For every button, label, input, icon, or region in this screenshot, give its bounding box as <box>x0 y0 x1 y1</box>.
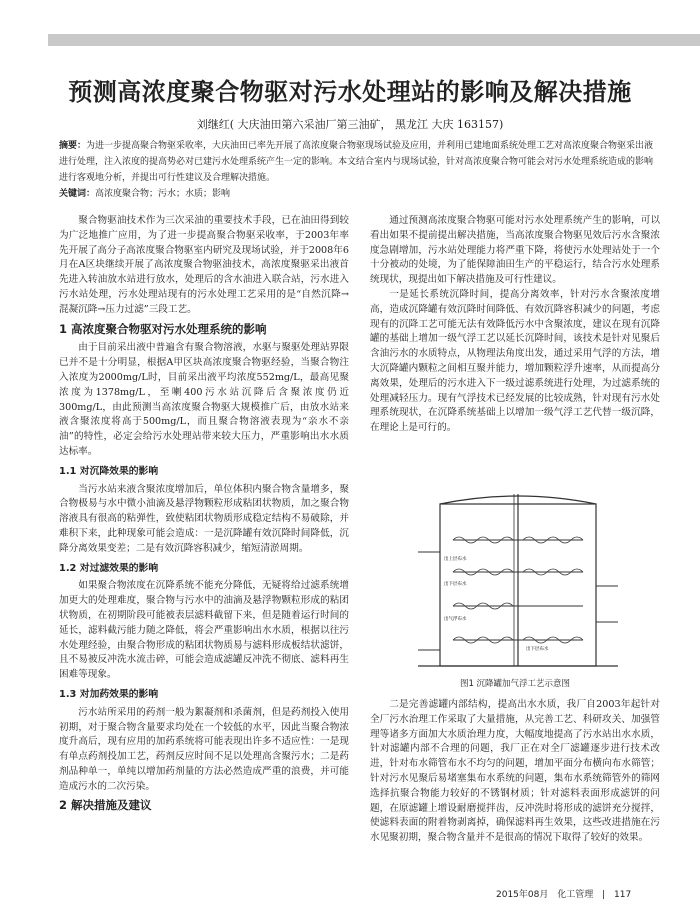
section-heading: 1 高浓度聚合物驱对污水处理系统的影响 <box>59 321 267 336</box>
subsection-heading: 1.1 对沉降效果的影响 <box>59 465 159 477</box>
left-column <box>59 214 349 818</box>
fig-label: 出上层布水 <box>444 557 467 562</box>
keywords-label: 关键词： <box>59 189 96 199</box>
paragraph: 污水站所采用的药剂一般为絮凝剂和杀菌剂，但是药剂投入使用初期，对于聚合物含量要求均处在一个较低的水平，因此当聚合物浓度升高后，现有应用的加药系统将可能表现出许多不适应性：一是现有单点药剂投加工艺，药剂反应时间不足以处理高含聚污水；二是药剂品种单一，单纯以增加药剂量的方法必然造成严重的浪费，并可能造成污水的二次污染。 <box>59 706 349 792</box>
fig-label: 出下层布水 <box>444 582 467 587</box>
right-column-bottom <box>370 698 660 846</box>
paragraph: 当污水站来液含聚浓度增加后，单位体积内聚合物含量增多，聚合物极易与水中微小油滴及悬浮物颗粒形成粘团状物质，加之聚合物溶液具有很高的粘弹性，致使粘团状物质形成稳定结构不易破除，并难积下来，此种现象可能会造成：一是沉降罐有效沉降时间降低，沉降分离效果变差；二是有效沉降容积减少，缩短清淤周期。 <box>59 483 349 554</box>
subsection-heading: 1.2 对过滤效果的影响 <box>59 562 159 574</box>
paragraph: 聚合物驱油技术作为三次采油的重要技术手段，已在油田得到较为广泛地推广应用，为了进一步提高聚合物驱采收率，于2003年率先开展了高分子高浓度聚合物驱室内研究及现场试验，并于2008年6月在A区块继续开展了高浓度聚合物驱油技术，高浓度聚驱采出液首先进入转油放水站进行放水，处理后的含水油进入联合站，污水进入污水站处理，污水处理站现有的污水处理工艺采用的是“自然沉降→混凝沉降→压力过滤”三段工艺。 <box>59 215 349 315</box>
journal-name: 化工管理 <box>557 890 594 900</box>
paragraph: 一是延长系统沉降时间，提高分离效率，针对污水含聚浓度增高，造成沉降罐有效沉降时间降低、有效沉降容积减少的问题，考虑现有的沉降工艺可能无法有效降低污水中含聚浓度，建议在现有沉降罐的基础上增加一级气浮工艺以延长沉降时间，该技术是针对见聚后含油污水的水质特点，从物理法角度出发，通过采用气浮的方法，增大沉降罐内颗粒之间相互聚并能力，增加颗粒浮升速率，从而提高分离效果，处理后的污水进入下一级过滤系统进行处理，为过滤系统的处理减轻压力。现有气浮技术已经发展的比较成熟，针对现有污水处理系统现状，在沉降系统基础上以增加一级气浮工艺代替一级沉降，在理论上是可行的。 <box>370 288 660 434</box>
section-heading: 2 解决措施及建议 <box>59 798 152 813</box>
subsection-heading: 1.3 对加药效果的影响 <box>59 688 159 700</box>
issue-date: 2015年08月 <box>496 890 549 900</box>
figure-caption: 图1 沉降罐加气浮工艺示意图 <box>459 679 571 689</box>
paragraph: 由于目前采出液中普遍含有聚合物溶液，水驱与聚驱处理站界限已并不是十分明显，根据A甲区块高浓度聚合物驱经验，当聚合物注入浓度为2000mg/L时，目前采出液平均浓度552mg/L，最高见聚浓度为1378mg/L，至喇400污水站沉降后含聚浓度仍近300mg/L，由此预测当高浓度聚合物驱大规模推广后，由放水站来液含聚浓度将高于500mg/L，而且聚合物溶液表现为“亲水不亲油”的特性，必定会给污水处理站带来较大压力，严重影响出水水质达标率。 <box>59 342 349 457</box>
abstract-label: 摘要： <box>59 141 87 151</box>
footer-separator: | <box>602 890 606 900</box>
paragraph: 二是完善滤罐内部结构，提高出水水质，我厂自2003年起针对全厂污水治理工作采取了大量措施，从完善工艺、科研攻关、加强管理等诸多方面加大水质治理力度，大幅度地提高了污水站出水水质，针对滤罐内部不合理的问题，我厂正在对全厂滤罐逐步进行技术改进，针对布水筛管布水不均匀的问题，增加平面分布横向布水筛管；针对污水见聚后易堵塞集布水系统的问题，集布水系统筛管外的筛网选择抗聚合物能力较好的不锈钢材质；针对滤料表面形成滤饼的问题，在原滤罐上增设耐磨搅拌齿，反冲洗时将形成的滤饼充分搅拌，使滤料表面的附着物剥离掉，确保滤料再生效果，这些改进措施在污水见聚初期，聚合物含量并不是很高的情况下取得了较好的效果。 <box>370 699 660 844</box>
right-column <box>370 214 660 436</box>
paragraph: 如果聚合物浓度在沉降系统不能充分降低，无疑将给过滤系统增加更大的处理难度，聚合物与污水中的油滴及悬浮物颗粒形成的粘团状物质，在初期阶段可能被表层滤料截留下来，但是随着运行时间的延长，滤料截污能力随之降低，将会严重影响出水水质，根据以往污水处理经验，由聚合物形成的粘团状物质易与滤料形成板结状滤饼，且不易被反冲洗水流击碎，可能会造成滤罐反冲洗不彻底、滤料再生困难等现象。 <box>59 580 349 681</box>
paragraph: 通过预测高浓度聚合物驱可能对污水处理系统产生的影响，可以看出如果不提前提出解决措施，当高浓度聚合物驱见效后污水含聚浓度急剧增加，污水站处理能力将严重下降，将使污水处理站处于一个十分被动的处境，为了能保障油田生产的平稳运行，结合污水处理系统现状，现提出如下解决措施及可行性建议。 <box>370 215 660 286</box>
author-line: 刘继红( 大庆油田第六采油厂第三油矿， 黑龙江 大庆 163157) <box>196 118 504 131</box>
page-footer <box>496 887 666 900</box>
keywords-text: 高浓度聚合物；污水；水质；影响 <box>95 189 231 199</box>
figure-diagram <box>418 490 618 672</box>
page-number: 117 <box>614 890 632 900</box>
fig-label: 出气浮布水 <box>444 617 467 622</box>
abstract <box>59 138 659 187</box>
fig-label: 出下层布水 <box>526 647 549 652</box>
abstract-text: 为进一步提高聚合物驱采收率，大庆油田已率先开展了高浓度聚合物驱现场试验及应用，并利用已建地面系统处理工艺对高浓度聚合物驱采出液进行处理，注入浓度的提高势必对已建污水处理系统产生一定的影响。本文结合室内与现场试验，针对高浓度聚合物可能会对污水处理系统造成的影响进行客观地分析，并提出可行性建议及合理解决措施。 <box>59 141 654 184</box>
header-bar <box>48 34 700 46</box>
keywords <box>59 186 659 202</box>
paper-title: 预测高浓度聚合物驱对污水处理站的影响及解决措施 <box>68 78 632 106</box>
